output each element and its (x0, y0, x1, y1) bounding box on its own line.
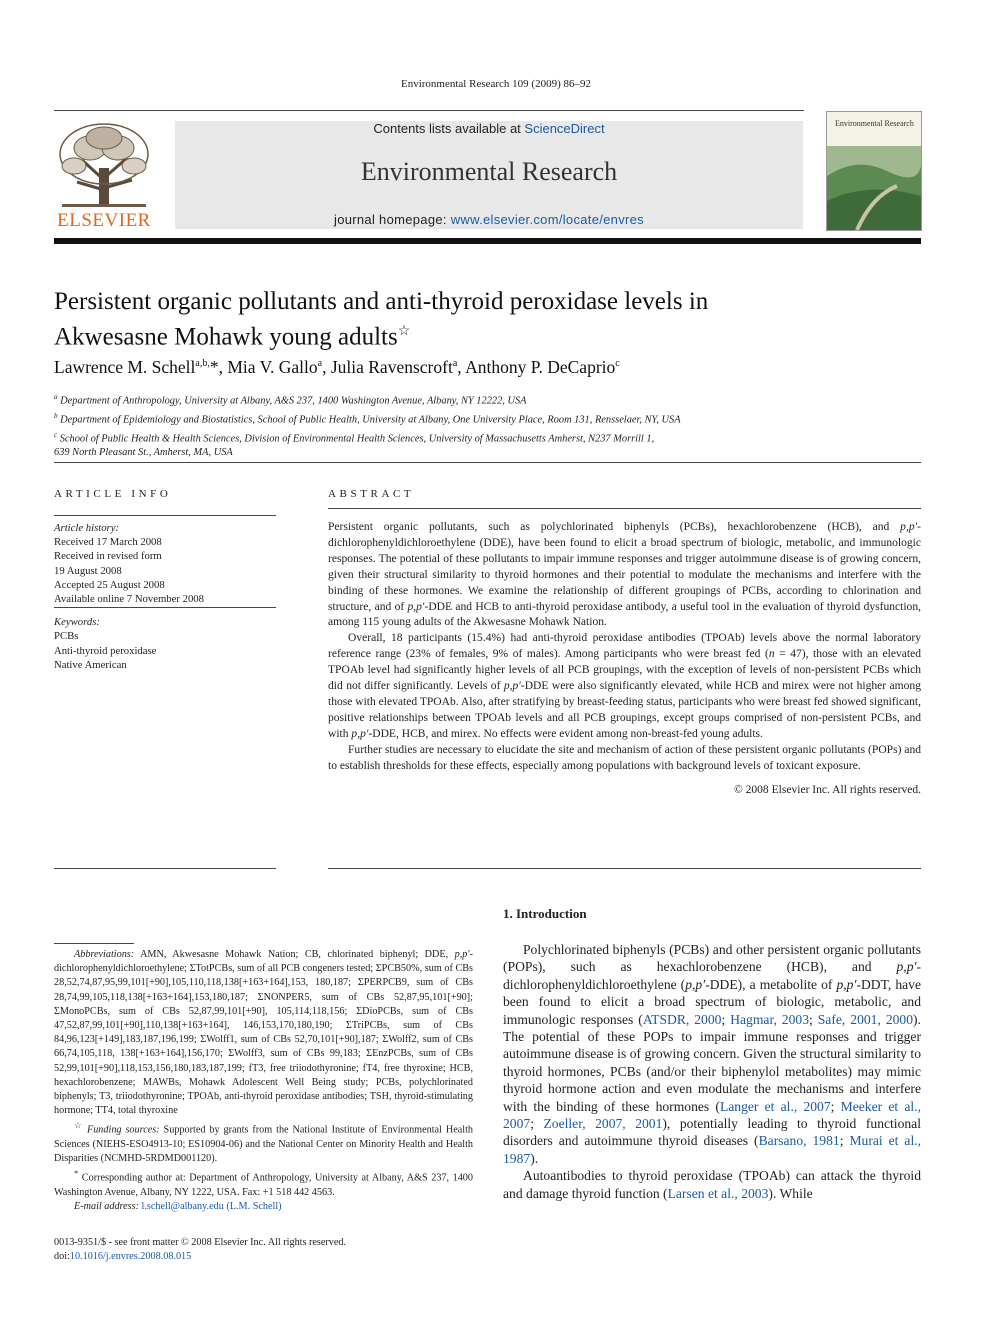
issn-line: 0013-9351/$ - see front matter © 2008 Elsevier Inc. All rights reserved. (54, 1237, 347, 1248)
affiliation: $^c$ School of Public Health & Health Sciences, Division of Environmental Health Sciences, University of Massachusetts Amherst, N237 Morrill 1, (54, 430, 655, 444)
homepage-prefix: journal homepage: (334, 212, 451, 227)
author-list (54, 357, 914, 378)
abbreviations-footnote: Abbreviations: AMN, Akwesasne Mohawk Nation; CB, chlorinated biphenyl; DDE, p,p′-dichlorophenyldichloroethylene; ΣTotPCBs, sum of all PCB congeners tested; ΣPCB50%, sum of CBs 28,52,74,87,95,99,101[+90],105,110,118,138[+163+164],153, 180,187; ΣPERPCB9, sum of CBs 28,74,99,105,118,138[+163+164],153,180,187; ΣNONPER5, sum of CBs 52,87,95,101[+90]; ΣMonoPCBs, sum of CBs 52,87,99,101[+90], 105,114,118,156; ΣDioPCBs, sum of CBs 47,52,87,99,101[+90],110,138[+163+164], 146,153,170,180,190; ΣTriPCBs, sum of CBs 84,96,123[+149],183,187,196,199; ΣWolff1, sum of CBs 52,70,101[+90],187; ΣWolff2, sum of CBs 66,74,105,118, 138[+163+164],156,170; ΣWolff3, sum of CBs 99,183; ΣEnzPCBs, sum of CBs 52,99,101[+90],118,153,156,180,183,187,199; fT3, free triiodothyronine; fT4, free thyroxine; HCB, hexachlorobenzene; MAWBs, Mohawk Adolescent Well Being study; PCBs, polychlorinated biphenyls; T3, triiodothyronine; TPOAb, anti-thyroid peroxidase antibodies; TSH, thyroid-stimulating hormone; TT4, total thyroxine (54, 949, 473, 1117)
journal-cover (826, 111, 922, 231)
citation-link[interactable]: Hagmar, 2003 (730, 1011, 809, 1027)
affiliations (54, 390, 914, 461)
title-line-1: Persistent organic pollutants and anti-thyroid peroxidase levels in (54, 288, 709, 315)
cover-title: Environmental Research (835, 119, 914, 128)
author: Mia V. Gallo$^a$, (227, 357, 331, 377)
abstract-label: ABSTRACT (328, 488, 415, 500)
keyword: PCBs (54, 630, 79, 643)
introduction-heading: 1. Introduction (503, 906, 587, 921)
citation-link[interactable]: Barsano, 1981 (758, 1133, 840, 1149)
intro-paragraph: Autoantibodies to thyroid peroxidase (TPOAb) can attack the thyroid and damage thyroid function (Larsen et al., 2003). While (503, 1168, 921, 1201)
history-item: Available online 7 November 2008 (54, 593, 204, 606)
bottom-info (54, 1236, 473, 1264)
citation-link[interactable]: Langer et al., 2007 (719, 1098, 831, 1114)
article-info-bottom-rule (54, 868, 276, 869)
affiliation: $^a$ Department of Anthropology, University at Albany, A&S 237, 1400 Washington Avenue, Albany, NY 12222, USA (54, 393, 527, 407)
copyright: © 2008 Elsevier Inc. All rights reserved. (733, 783, 921, 796)
contents-prefix: Contents lists available at (373, 121, 525, 136)
elsevier-logo (52, 120, 156, 230)
funding-footnote: ☆ Funding sources: Supported by grants from the National Institute of Environmental Health Sciences (NIEHS-ESO4913-10; ES10904-06) and the National Center on Minority Health and Health Disparities (NCMHD-5RDMD001120). (54, 1120, 473, 1165)
affiliation: 639 North Pleasant St., Amherst, MA, USA (54, 447, 233, 459)
abstract-bottom-rule (328, 868, 921, 869)
article-info-rule (54, 515, 276, 516)
history-item: Received 17 March 2008 (54, 536, 162, 549)
journal-name: Environmental Research (360, 157, 618, 186)
author: Julia Ravenscroft$^a$, (330, 357, 466, 377)
keywords-label: Keywords: (54, 616, 100, 628)
intro-paragraph: Polychlorinated biphenyls (PCBs) and other persistent organic pollutants (POPs), such as hexachlorobenzene (HCB), and p,p′-dichlorophenyldichloroethylene (p,p′-DDE), a metabolite of p,p′-DDT, have been found to elicit a broad spectrum of biologic, metabolic, and immunologic responses (ATSDR, 2000; Hagmar, 2003; Safe, 2001, 2000). The potential of these POPs to impair immune responses and trigger autoimmune disease is of growing concern. Given the structural similarity to thyroid hormones, PCBs (and/or their biphenylol metabolites) may mimic thyroid hormone action and even modulate the mechanisms and interfere with the binding of these hormones (Langer et al., 2007; Meeker et al., 2007; Zoeller, 2007, 2001), potentially leading to thyroid functional disorders and autoimmune thyroid diseases (Barsano, 1981; Murai et al., 1987). (503, 942, 922, 1166)
citation-link[interactable]: Meeker et al., 2007 (503, 1098, 921, 1132)
email-link[interactable]: l.schell@albany.edu (141, 1201, 224, 1213)
author: Anthony P. DeCaprio$^c$ (465, 357, 620, 377)
article-info-label: ARTICLE INFO (54, 488, 172, 500)
email-footnote: E-mail address: l.schell@albany.edu (L.M. Schell) (74, 1201, 282, 1213)
doi-line: doi:10.1016/j.envres.2008.08.015 (54, 1251, 192, 1262)
citation-link[interactable]: Safe, 2001, 2000 (817, 1011, 914, 1027)
footnote-rule (54, 943, 134, 944)
keywords (54, 615, 276, 673)
publisher-name: ELSEVIER (57, 210, 151, 231)
cover-landscape-icon (827, 146, 921, 230)
abstract-paragraph: Overall, 18 participants (15.4%) had anti-thyroid peroxidase antibodies (TPOAb) levels above the normal laboratory reference range (23% of females, 9% of males). Among participants who were breast fed (n = 47), those with an elevated TPOAb level had significantly higher levels of all PCB groupings, with the exception of levels of non-persistent PCBs which did not differ significantly. Levels of p,p′-DDE were also significantly elevated, while HCB and mirex were not higher among those with elevated TPOAb. Also, after stratifying by breast-feeding status, participants who were breast fed showed significant, positive relationships between TPOAb levels and all PCB groupings, except groups comprised of non-persistent PCBs, and with p,p′-DDE, HCB, and mirex. No effects were evident among non-breast-fed young adults. (328, 632, 922, 740)
citation-link[interactable]: ATSDR, 2000 (642, 1011, 722, 1027)
homepage-line (175, 212, 803, 227)
introduction-body (503, 941, 921, 1202)
citation-link[interactable]: Zoeller, 2007, 2001 (543, 1116, 663, 1132)
abstract-paragraph: Further studies are necessary to elucidate the site and mechanism of action of these persistent organic pollutants (POPs) and to establish thresholds for these effects, especially among populations with background levels of toxicant exposure. (328, 743, 921, 772)
email-name-link[interactable]: (L.M. Schell) (226, 1201, 282, 1213)
citation-link[interactable]: Murai et al., 1987 (503, 1133, 922, 1166)
header-thick-rule (54, 238, 921, 244)
doi-link[interactable]: 10.1016/j.envres.2008.08.015 (69, 1251, 192, 1262)
header-rule (54, 110, 804, 111)
sciencedirect-link[interactable]: ScienceDirect (524, 121, 605, 136)
contents-line (175, 121, 803, 136)
abstract-rule (328, 508, 921, 509)
corresponding-footnote: * Corresponding author at: Department of Anthropology, University at Albany, A&S 237, 1400 Washington Avenue, Albany, NY 1222, USA. Fax: +1 518 442 4563. (54, 1168, 473, 1199)
article-title (54, 287, 914, 352)
author: Lawrence M. Schell$^{a,b,}$*, (54, 357, 228, 377)
history-item: Accepted 25 August 2008 (54, 578, 165, 591)
title-footnote-star[interactable]: ☆ (397, 324, 411, 339)
homepage-link[interactable]: www.elsevier.com/locate/envres (450, 212, 644, 227)
abstract-paragraph: Persistent organic pollutants, such as polychlorinated biphenyls (PCBs), hexachlorobenzene (HCB), and p,p′-dichlorophenyldichloroethylene (DDE), have been found to elicit a broad spectrum of biologic, metabolic, and immunologic responses. The potential of these pollutants to impair immune responses and trigger autoimmune disease is of growing concern, given their structural similarity to thyroid hormones and their potential to modulate the mechanisms and interfere with the binding of these hormones. We examine the relationship of different groupings of PCBs, according to chlorination and structure, and of p,p′-DDE and HCB to anti-thyroid peroxidase antibody, a useful tool in the evaluation of thyroid dysfunction, among 115 young adults of the Akwesasne Mohawk Nation. (328, 521, 921, 629)
footnotes (54, 948, 473, 1214)
history-rule (54, 607, 276, 608)
history-label: Article history: (54, 522, 120, 534)
keyword: Anti-thyroid peroxidase (54, 644, 157, 657)
abstract-text (328, 520, 921, 798)
affiliation-rule (54, 462, 921, 463)
keyword: Native American (54, 659, 127, 672)
citation-link[interactable]: Larsen et al., 2003 (667, 1185, 769, 1201)
running-head: Environmental Research 109 (2009) 86–92 (400, 78, 591, 90)
affiliation: $^b$ Department of Epidemiology and Biostatistics, School of Public Health, University at Albany, One University Place, Room 131, Rensselaer, NY, USA (54, 411, 681, 426)
article-history (54, 521, 276, 606)
history-item: Received in revised form (54, 550, 162, 563)
title-line-2: Akwesasne Mohawk young adults (54, 323, 398, 351)
history-item: 19 August 2008 (54, 564, 122, 577)
